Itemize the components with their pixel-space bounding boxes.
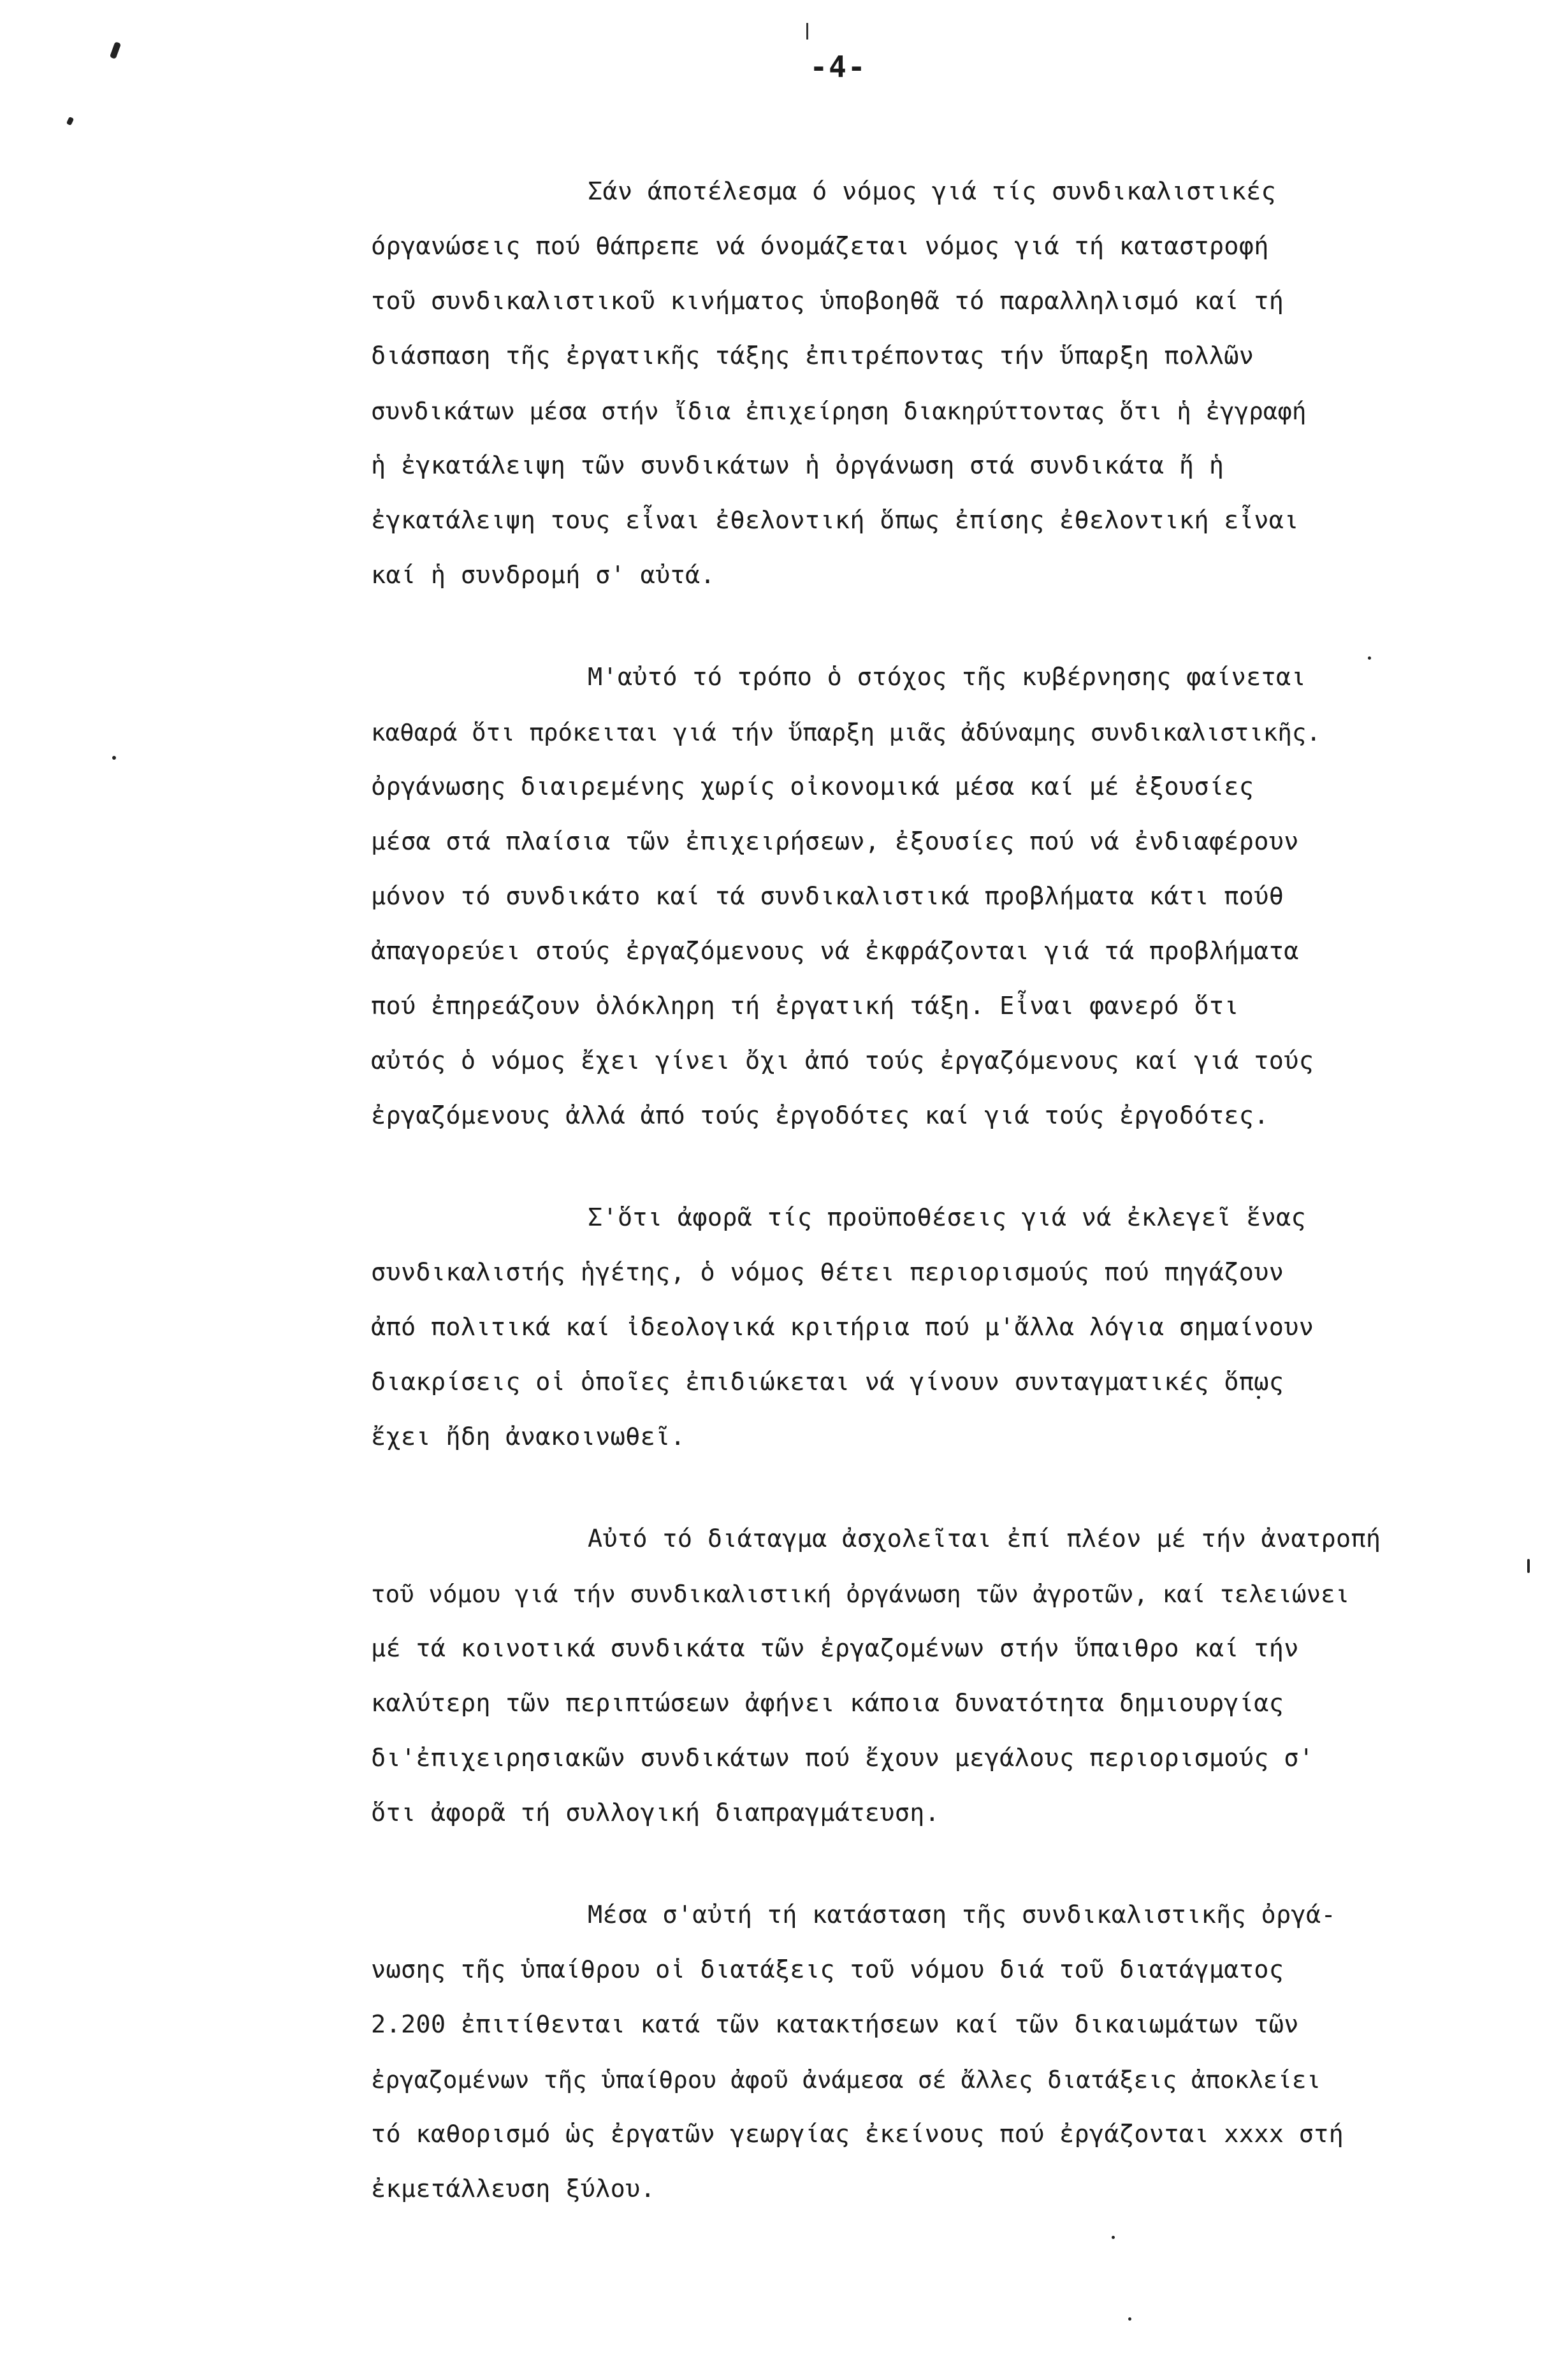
paragraph-4 [371,1512,1455,1841]
text-line: ὀργάνωσης διαιρεμένης χωρίς οἰκονομικά μέσα καί μέ ἐξουσίες [371,772,1254,801]
text-line: καλύτερη τῶν περιπτώσεων ἀφήνει κάποια δυνατότητα δημιουργίας [371,1689,1284,1718]
text-line: μόνον τό συνδικάτο καί τά συνδικαλιστικά προβλήματα κάτι πούθ [371,882,1284,911]
text-line: καί ἡ συνδρομή σ' αὐτά. [371,561,716,590]
text-line: ἐκμετάλλευση ξύλου. [371,2175,656,2203]
text-line: τοῦ συνδικαλιστικοῦ κινήματος ὑποβοηθᾶ τό παραλληλισμό καί τή [371,287,1284,315]
text-line: Αὐτό τό διάταγμα ἀσχολεῖται ἐπί πλέον μέ τήν ἀνατροπή [588,1525,1381,1553]
text-line: 2.200 ἐπιτίθενται κατά τῶν κατακτήσεων καί τῶν δικαιωμάτων τῶν [371,2010,1299,2039]
text-line: διάσπαση τῆς ἐργατικῆς τάξης ἐπιτρέποντας τήν ὕπαρξη πολλῶν [371,342,1254,370]
paragraph-2 [371,650,1455,1143]
scan-mark [66,117,74,126]
paragraph-1 [371,164,1455,603]
text-line: μέ τά κοινοτικά συνδικάτα τῶν ἐργαζομένων στήν ὕπαιθρο καί τήν [371,1634,1299,1663]
text-line: τοῦ νόμου γιά τήν συνδικαλιστική ὀργάνωση τῶν ἀγροτῶν, καί τελειώνει [371,1580,1350,1608]
text-line: τό καθορισμό ὡς ἐργατῶν γεωργίας ἐκείνους πού ἐργάζονται xxxx στή [371,2120,1344,2148]
paragraph-5 [371,1888,1455,2217]
document-body [371,164,1455,2264]
text-line: ἐργαζόμενους ἀλλά ἀπό τούς ἐργοδότες καί γιά τούς ἐργοδότες. [371,1101,1269,1130]
paragraph-3 [371,1191,1455,1465]
text-line: νωσης τῆς ὑπαίθρου οἱ διατάξεις τοῦ νόμου διά τοῦ διατάγματος [371,1955,1284,1984]
text-line: Σάν άποτέλεσμα ό νόμος γιά τίς συνδικαλιστικές [588,177,1277,206]
text-line: καθαρά ὅτι πρόκειται γιά τήν ὕπαρξη μιᾶς ἀδύναμης συνδικαλιστικῆς. [371,718,1321,746]
text-line: αὐτός ὁ νόμος ἔχει γίνει ὄχι ἀπό τούς ἐργαζόμενους καί γιά τούς [371,1047,1314,1075]
scan-mark [1527,1559,1530,1573]
text-line: πού ἐπηρεάζουν ὁλόκληρη τή ἐργατική τάξη. Εἶναι φανερό ὅτι [371,992,1239,1020]
scan-mark [110,41,121,59]
text-line: ἀπαγορεύει στούς ἐργαζόμενους νά ἐκφράζονται γιά τά προβλήματα [371,937,1299,966]
page-tick-mark [806,23,808,40]
text-line: όργανώσεις πού θάπρεπε νά όνομάζεται νόμος γιά τή καταστροφή [371,232,1269,261]
text-line: συνδικαλιστής ἡγέτης, ὁ νόμος θέτει περιορισμούς πού πηγάζουν [371,1258,1284,1287]
text-line: ἐργαζομένων τῆς ὑπαίθρου ἀφοῦ ἀνάμεσα σέ ἄλλες διατάξεις ἀποκλείει [371,2066,1321,2094]
text-line: Μέσα σ'αὐτή τή κατάσταση τῆς συνδικαλιστικῆς ὀργά- [588,1901,1336,1929]
text-line: ἀπό πολιτικά καί ἰδεολογικά κριτήρια πού μ'ἄλλα λόγια σημαίνουν [371,1313,1314,1342]
text-line: συνδικάτων μέσα στήν ἴδια ἐπιχείρηση διακηρύττοντας ὅτι ἡ ἐγγραφή [371,397,1307,425]
text-line: διακρίσεις οἱ ὁποῖες ἐπιδιώκεται νά γίνουν συνταγματικές ὅπως [371,1368,1284,1396]
text-line: δι'ἐπιχειρησιακῶν συνδικάτων πού ἔχουν μεγάλους περιορισμούς σ' [371,1744,1314,1772]
text-line: Σ'ὅτι ἀφορᾶ τίς προϋποθέσεις γιά νά ἐκλεγεῖ ἕνας [588,1203,1306,1232]
page-number: -4- [809,50,867,84]
text-line: ὅτι ἀφορᾶ τή συλλογική διαπραγμάτευση. [371,1799,940,1827]
text-line: Μ'αὐτό τό τρόπο ὁ στόχος τῆς κυβέρνησης φαίνεται [588,663,1306,692]
text-line: ἔχει ἤδη ἀνακοινωθεῖ. [371,1423,686,1451]
text-line: ἡ ἐγκατάλειψη τῶν συνδικάτων ἡ ὀργάνωση στά συνδικάτα ἤ ἡ [371,451,1224,480]
text-line: μέσα στά πλαίσια τῶν ἐπιχειρήσεων, ἐξουσίες πού νά ἐνδιαφέρουν [371,827,1299,856]
text-line: ἐγκατάλειψη τους εἶναι ἐθελοντική ὅπως ἐπίσης ἐθελοντική εἶναι [371,506,1299,535]
scan-mark [112,756,116,760]
scan-mark [1128,2317,1131,2321]
